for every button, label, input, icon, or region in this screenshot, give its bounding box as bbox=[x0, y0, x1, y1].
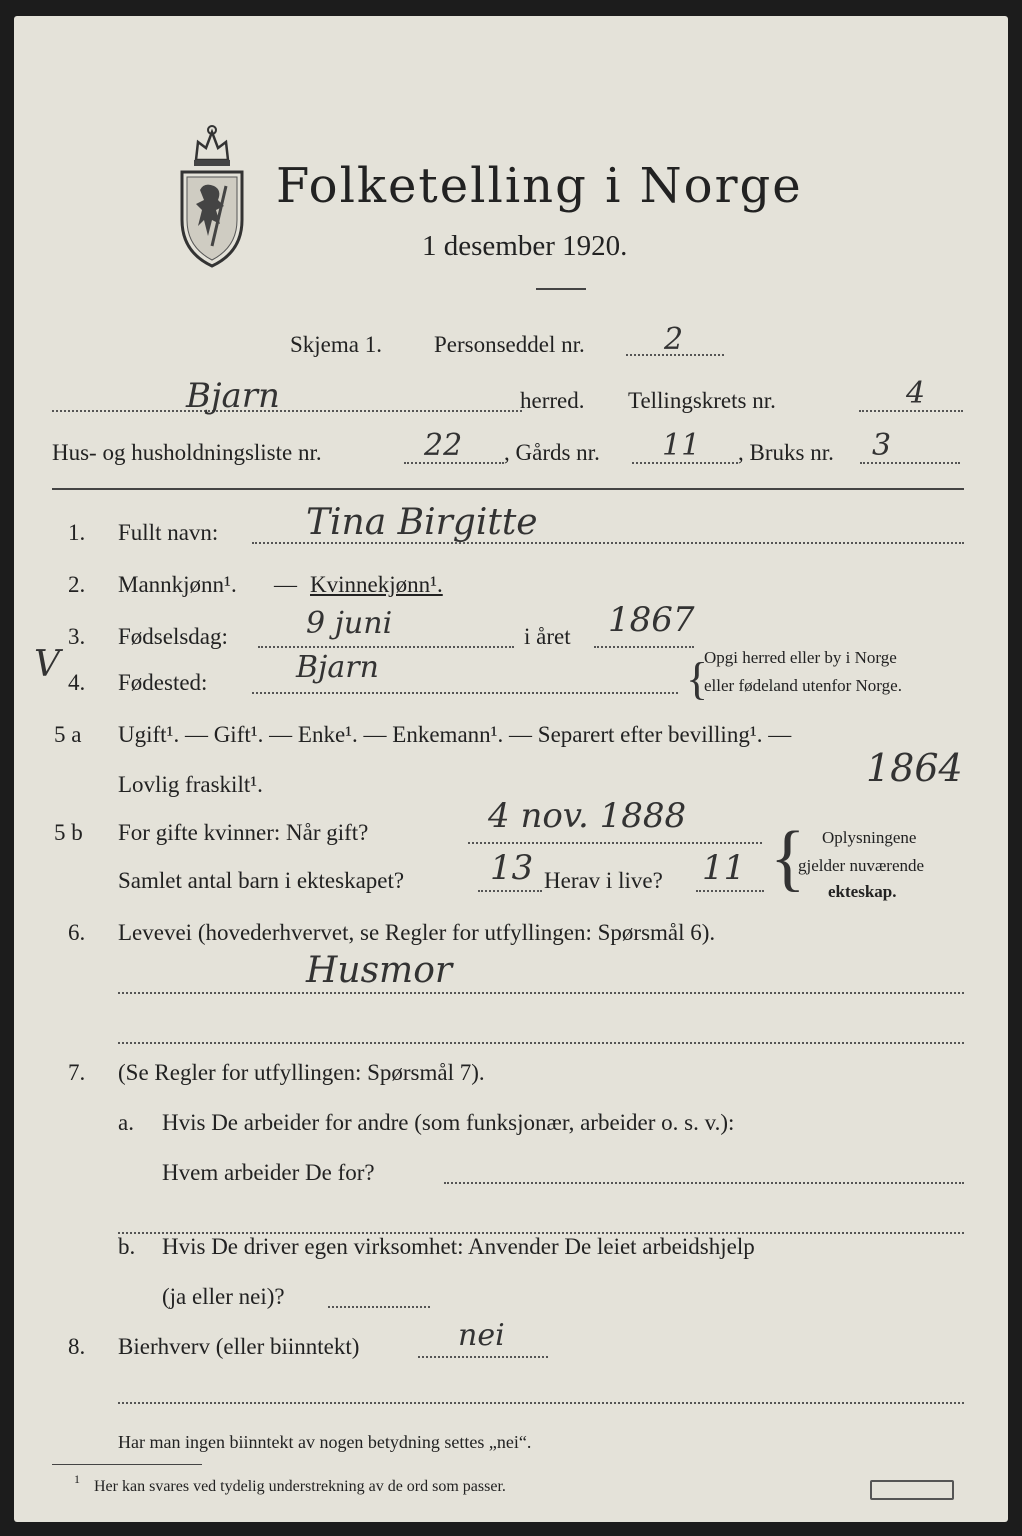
hired-help-label: (ja eller nei)? bbox=[162, 1284, 285, 1309]
q5a-number: 5 a bbox=[54, 722, 82, 747]
hired-help-field[interactable] bbox=[328, 1306, 430, 1308]
household-list-label: Hus- og husholdningsliste nr. bbox=[52, 440, 322, 465]
full-name-value[interactable]: Tina Birgitte bbox=[306, 502, 538, 543]
side-income-label: Bierhverv (eller biinntekt) bbox=[118, 1334, 360, 1359]
personseddel-value[interactable]: 2 bbox=[664, 322, 684, 357]
q7a-letter: a. bbox=[118, 1110, 134, 1135]
birth-year-value[interactable]: 1867 bbox=[608, 600, 695, 640]
q5b-note-line2: gjelder nuværende bbox=[798, 856, 925, 875]
gender-female-option[interactable]: Kvinnekjønn¹. bbox=[310, 572, 443, 597]
occupation-label: Levevei (hovederhvervet, se Regler for utfyllingen: Spørsmål 6). bbox=[118, 920, 716, 945]
footnote-number: 1 bbox=[74, 1472, 80, 1486]
children-alive-label: Herav i live? bbox=[544, 868, 663, 893]
q3-year-label: i året bbox=[524, 624, 571, 649]
marital-annotation: 1864 bbox=[866, 746, 963, 790]
tellingskrets-label: Tellingskrets nr. bbox=[628, 388, 776, 413]
q7a-question: Hvis De arbeider for andre (som funksjonær, arbeider o. s. v.): bbox=[162, 1110, 735, 1135]
gards-value[interactable]: 11 bbox=[662, 428, 701, 463]
q8-number: 8. bbox=[68, 1334, 86, 1359]
side-income-note: Har man ingen biinntekt av nogen betydning settes „nei“. bbox=[118, 1432, 532, 1452]
q4-number: 4. bbox=[68, 670, 86, 695]
employer-label: Hvem arbeider De for? bbox=[162, 1160, 375, 1185]
bruks-label: , Bruks nr. bbox=[738, 440, 834, 465]
tellingskrets-value[interactable]: 4 bbox=[906, 376, 926, 411]
q1-label: Fullt navn: bbox=[118, 520, 219, 545]
birthplace-value[interactable]: Bjarn bbox=[296, 650, 379, 685]
q7-number: 7. bbox=[68, 1060, 86, 1085]
coat-of-arms-emblem bbox=[174, 120, 250, 270]
q5b-note-line1: Oplysningene bbox=[822, 828, 917, 847]
census-date: 1 desember 1920. bbox=[422, 230, 628, 262]
footnote-text: Her kan svares ved tydelig understrekning av de ord som passer. bbox=[94, 1478, 506, 1495]
personseddel-label: Personseddel nr. bbox=[434, 332, 585, 357]
children-alive-value[interactable]: 11 bbox=[702, 848, 746, 888]
form-title: Folketelling i Norge bbox=[276, 158, 803, 214]
q3-number: 3. bbox=[68, 624, 86, 649]
section-divider bbox=[52, 488, 964, 490]
bruks-value[interactable]: 3 bbox=[872, 428, 892, 463]
q6-number: 6. bbox=[68, 920, 86, 945]
q4-label: Fødested: bbox=[118, 670, 208, 695]
printer-stamp bbox=[870, 1480, 954, 1500]
census-form-sheet bbox=[14, 16, 1008, 1522]
herred-value[interactable]: Bjarn bbox=[186, 376, 280, 416]
q3-label: Fødselsdag: bbox=[118, 624, 228, 649]
married-date-value[interactable]: 4 nov. 1888 bbox=[488, 796, 687, 836]
q5b-note-line3: ekteskap. bbox=[828, 882, 897, 901]
children-count-label: Samlet antal barn i ekteskapet? bbox=[118, 868, 405, 893]
schema-label: Skjema 1. bbox=[290, 332, 382, 357]
margin-check-mark: V bbox=[34, 644, 60, 685]
married-date-label: For gifte kvinner: Når gift? bbox=[118, 820, 369, 845]
q5b-brace: { bbox=[770, 817, 806, 899]
q5b-number: 5 b bbox=[54, 820, 83, 845]
q7b-letter: b. bbox=[118, 1234, 136, 1259]
q4-note-line1: Opgi herred eller by i Norge bbox=[704, 648, 897, 667]
q7b-question: Hvis De driver egen virksomhet: Anvender De leiet arbeidshjelp bbox=[162, 1234, 755, 1259]
marital-status-divorced[interactable]: Lovlig fraskilt¹. bbox=[118, 772, 263, 797]
title-divider bbox=[536, 288, 586, 290]
q1-number: 1. bbox=[68, 520, 86, 545]
employer-field[interactable] bbox=[444, 1182, 964, 1184]
q2-number: 2. bbox=[68, 572, 86, 597]
herred-label: herred. bbox=[520, 388, 585, 413]
side-income-value[interactable]: nei bbox=[458, 1318, 505, 1353]
household-list-value[interactable]: 22 bbox=[424, 428, 463, 463]
gender-separator: — bbox=[274, 572, 297, 597]
gards-label: , Gårds nr. bbox=[504, 440, 600, 465]
marital-status-options[interactable]: Ugift¹. — Gift¹. — Enke¹. — Enkemann¹. — Separert efter bevilling¹. — bbox=[118, 722, 792, 747]
children-count-value[interactable]: 13 bbox=[490, 848, 534, 888]
q7-label: (Se Regler for utfyllingen: Spørsmål 7). bbox=[118, 1060, 485, 1085]
q4-note-line2: eller fødeland utenfor Norge. bbox=[704, 676, 902, 695]
occupation-value[interactable]: Husmor bbox=[306, 950, 453, 991]
birthday-value[interactable]: 9 juni bbox=[306, 606, 393, 641]
gender-male-option[interactable]: Mannkjønn¹. bbox=[118, 572, 237, 597]
q4-brace: { bbox=[686, 653, 709, 704]
